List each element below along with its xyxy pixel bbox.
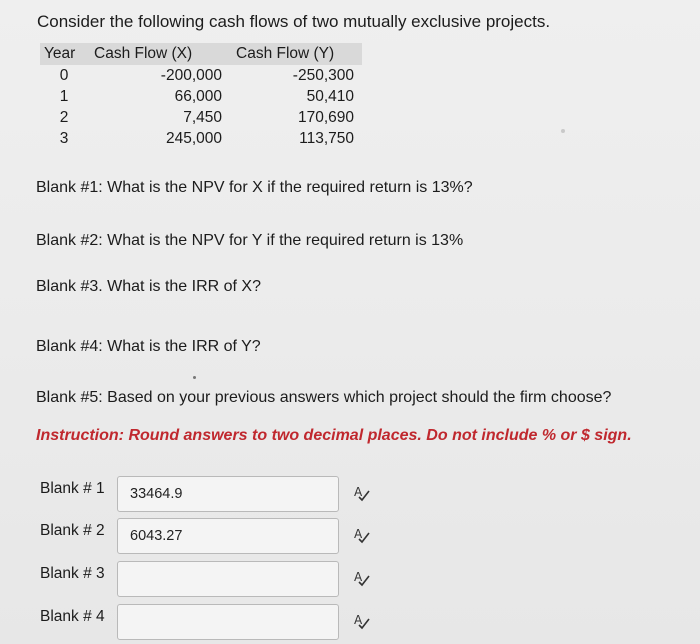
cash-flow-x-cell: 7,450 [183,109,222,126]
year-cell: 3 [59,130,69,147]
answer-row-4 [0,604,700,644]
answer-input-3[interactable] [117,561,339,597]
blank-5-question: Blank #5: Based on your previous answers which project should the firm choose? [36,389,612,406]
cash-flow-table [40,43,362,149]
cash-flow-y-cell: -250,300 [292,67,354,84]
cash-flow-x-cell: 66,000 [174,88,222,105]
instruction-text: Instruction: Round answers to two decimal places. Do not include % or $ sign. [36,427,632,444]
cursor-dot [193,376,196,379]
cash-flow-x-cell: -200,000 [160,67,222,84]
answer-label: Blank # 2 [40,522,105,539]
table-row [40,128,362,149]
cash-flow-y-cell: 50,410 [306,88,354,105]
spellcheck-icon[interactable] [353,569,371,587]
cash-flow-y-cell: 113,750 [299,130,354,147]
svg-text:A: A [354,570,363,584]
answer-input-1[interactable] [117,476,339,512]
spellcheck-icon[interactable] [353,526,371,544]
year-cell: 1 [59,88,69,105]
svg-text:A: A [354,527,363,541]
answer-input-2[interactable] [117,518,339,554]
cash-flow-x-cell: 245,000 [165,130,222,147]
answer-row-1 [0,476,700,516]
answer-label: Blank # 3 [40,565,105,582]
spellcheck-icon[interactable] [353,612,371,630]
table-row [40,65,362,86]
table-row [40,107,362,128]
table-row [40,86,362,107]
spellcheck-icon[interactable] [353,484,371,502]
blank-2-question: Blank #2: What is the NPV for Y if the required return is 13% [36,232,464,249]
header-year: Year [44,45,76,62]
year-cell: 2 [59,109,69,126]
answer-row-2 [0,518,700,558]
answer-label: Blank # 1 [40,480,105,497]
answer-input-4[interactable] [117,604,339,640]
year-cell: 0 [59,67,69,84]
svg-text:A: A [354,613,363,627]
svg-text:A: A [354,485,363,499]
answer-label: Blank # 4 [40,608,105,625]
blank-4-question: Blank #4: What is the IRR of Y? [36,338,261,355]
question-title: Consider the following cash flows of two mutually exclusive projects. [37,12,551,31]
cash-flow-y-cell: 170,690 [297,109,354,126]
header-cash-flow-y: Cash Flow (Y) [236,45,335,62]
header-cash-flow-x: Cash Flow (X) [94,45,193,62]
table-header-row [40,43,362,65]
stray-mark [561,129,565,133]
blank-3-question: Blank #3. What is the IRR of X? [36,278,261,295]
blank-1-question: Blank #1: What is the NPV for X if the required return is 13%? [36,179,473,196]
answer-row-3 [0,561,700,601]
